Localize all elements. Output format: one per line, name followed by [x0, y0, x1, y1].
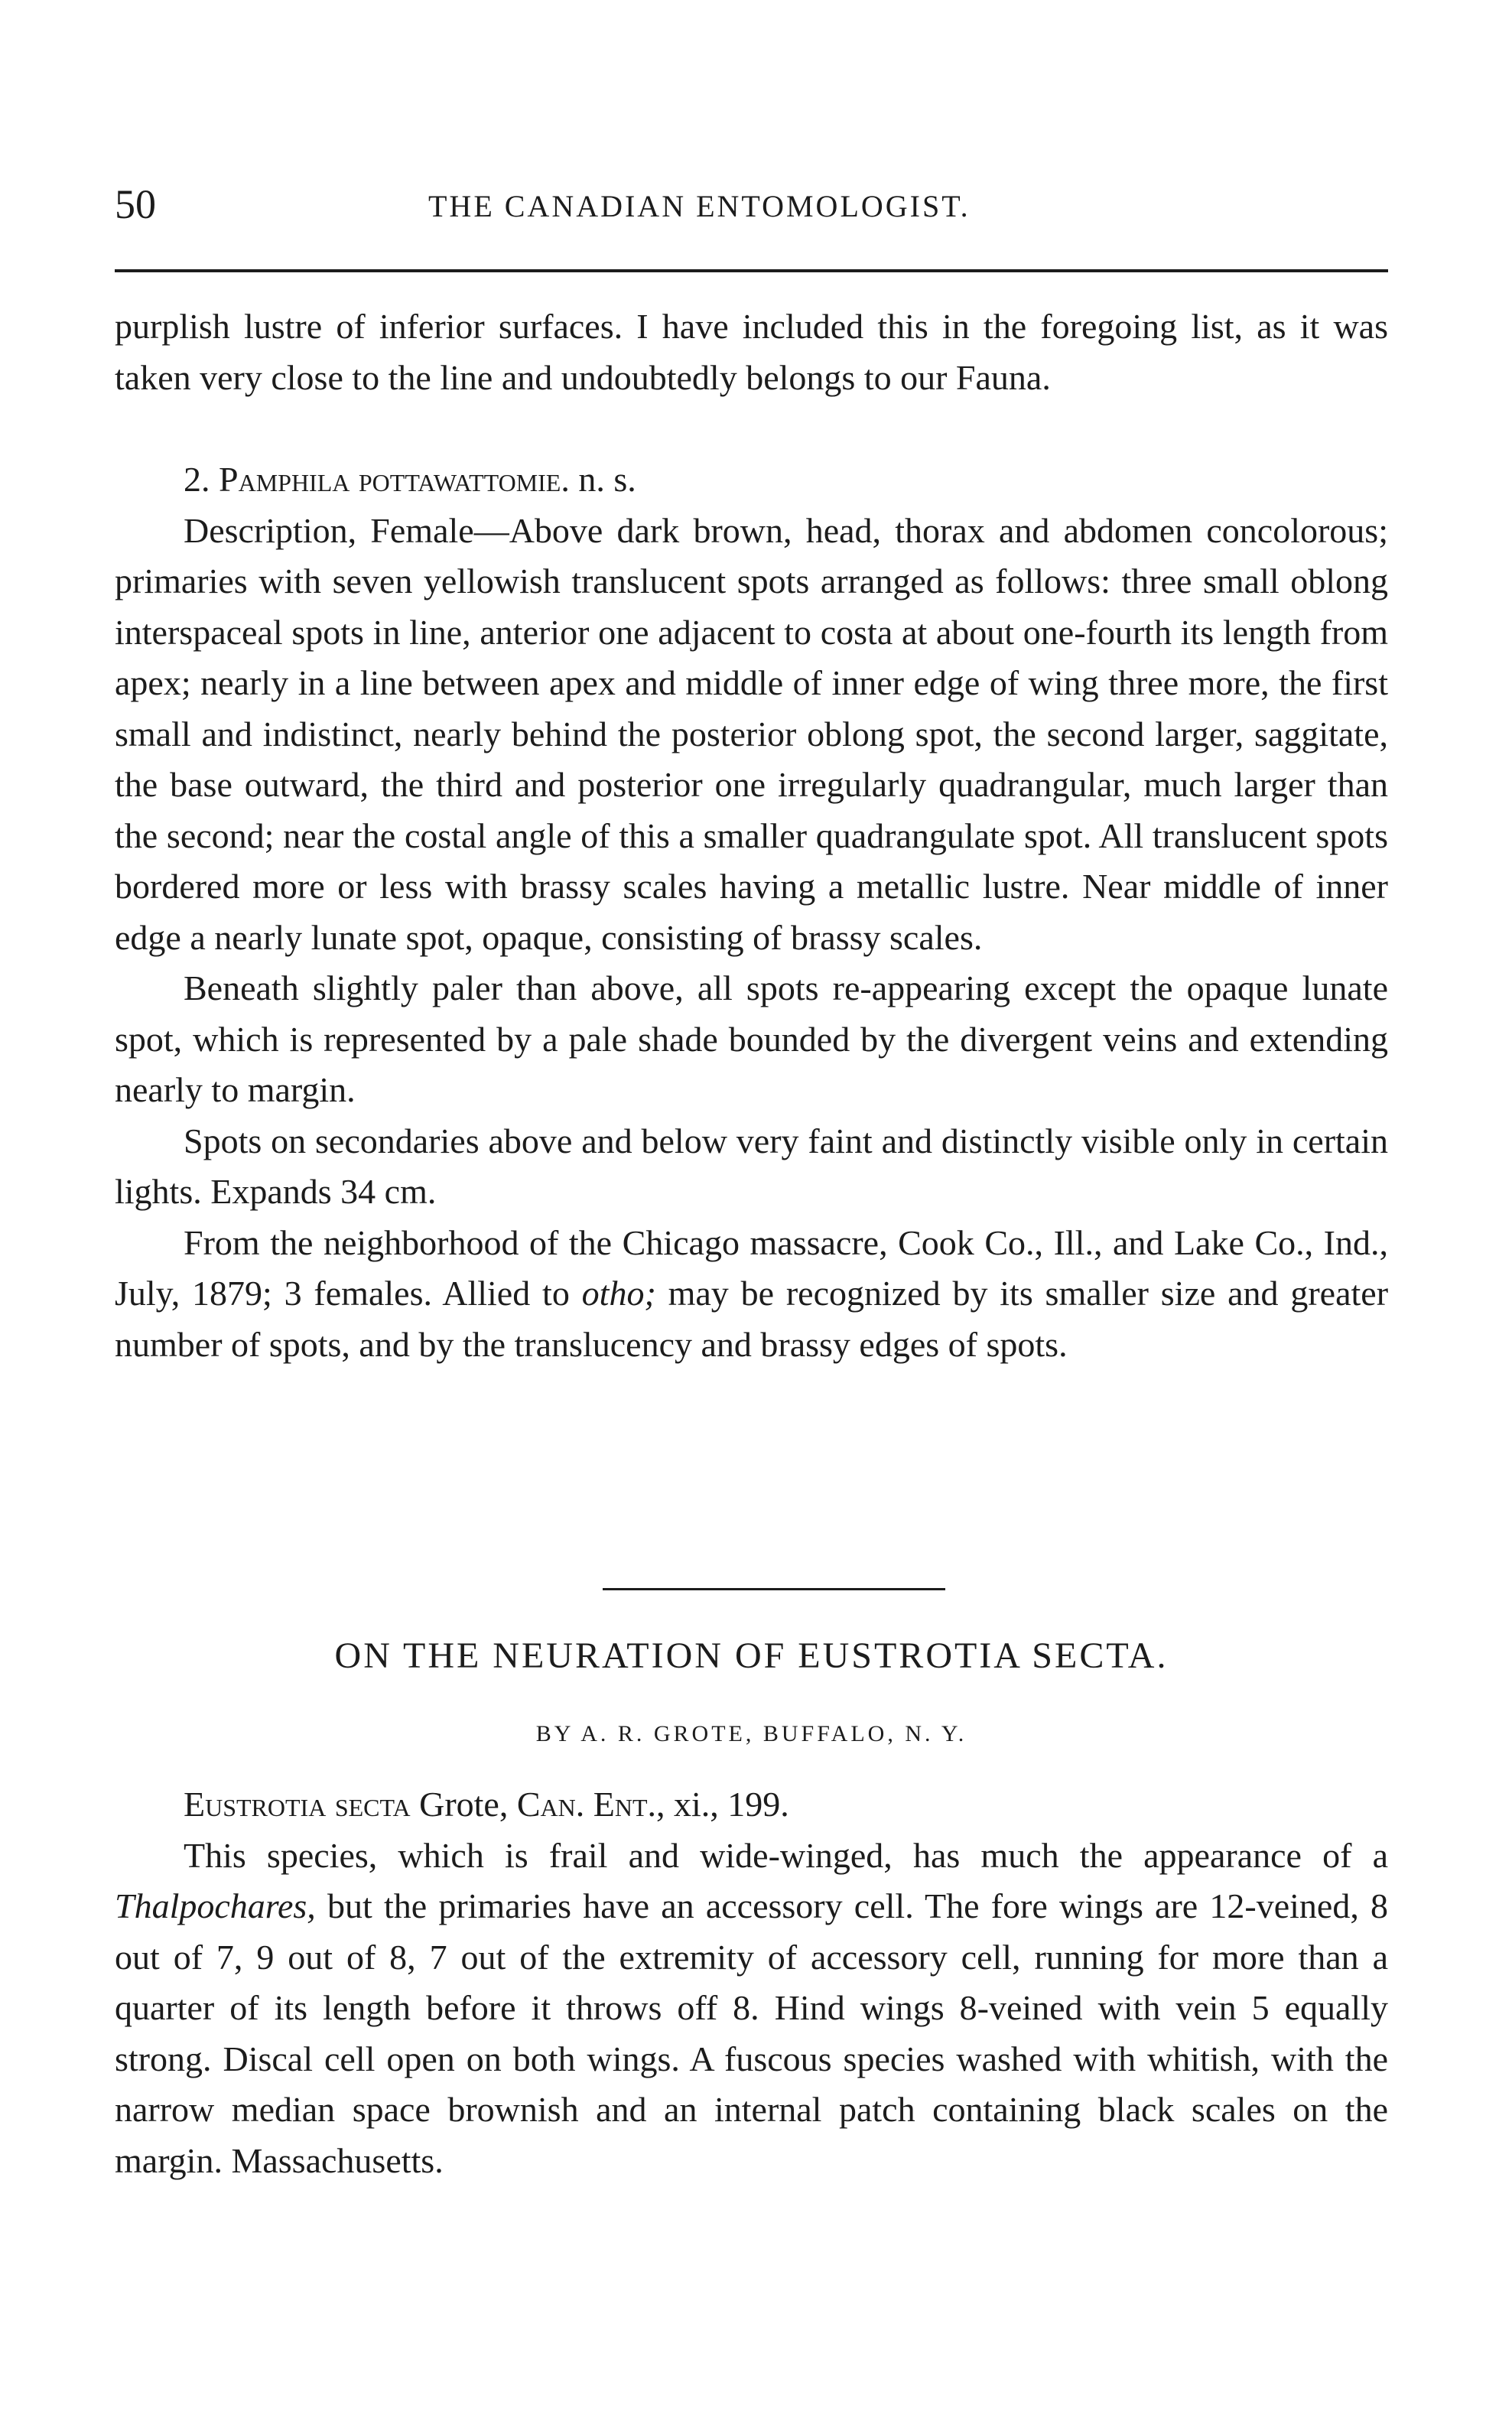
article-citation [115, 1779, 1388, 1831]
species-secondaries: Spots on secondaries above and below very faint and distinctly visible only in certain lights. Expands 34 cm. [115, 1121, 1388, 1211]
citation-reference: xi., 199. [674, 1785, 789, 1824]
section-divider [603, 1588, 945, 1590]
citation-author: Grote, [419, 1785, 509, 1824]
genus-name: Thalpochares, [115, 1886, 316, 1925]
species-name: Pamphila pottawattomie. [219, 460, 570, 499]
allied-species-name: otho; [581, 1274, 656, 1313]
species-description: Description, Female—Above dark brown, head, thorax and abdomen concolorous; primaries with seven yellowish translucent spots arranged as follows: three small oblong interspaceal spots in line, anterior one adjacent to costa at about one-fourth its length from apex; nearly in a line between apex and middle of inner edge of wing three more, the first small and indistinct, nearly behind the posterior oblong spot, the second larger, saggitate, the base outward, the third and posterior one irregularly quadrangular, much larger than the second; near the costal angle of this a smaller quadrangulate spot. All translucent spots bordered more or less with brassy scales having a metallic lustre. Near middle of inner edge a nearly lunate spot, opaque, consisting of brassy scales. [115, 510, 1388, 957]
citation-species: Eustrotia secta [184, 1785, 411, 1824]
locality-text-after: may be recognized by its smaller size and greater number of spots, and by the translucency and brassy edges of spots. [115, 1274, 1389, 1364]
running-title: THE CANADIAN ENTOMOLOGIST. [428, 189, 971, 223]
article-body [115, 1779, 1388, 2186]
continuation-text: purplish lustre of inferior surfaces. I have included this in the foregoing list, as it was taken very close to the line and undoubtedly belongs to our Fauna. [115, 307, 1388, 397]
species-status: n. s. [578, 460, 636, 499]
species-beneath: Beneath slightly paler than above, all spots re-appearing except the opaque lunate spot, which is represented by a pale shade bounded by the divergent veins and extending nearly to margin. [115, 968, 1388, 1109]
page-header [115, 177, 1388, 231]
species-entry [115, 454, 1388, 1370]
species-locality [115, 1218, 1388, 1371]
locality-text-before: From the neighborhood of the Chicago massacre, Cook Co., Ill., and Lake Co., Ind., July, 1879; 3 females. Allied to [115, 1222, 1388, 1313]
continuation-paragraph [115, 301, 1388, 403]
page-number: 50 [115, 181, 156, 227]
header-rule [115, 269, 1388, 272]
article-byline: BY A. R. GROTE, BUFFALO, N. Y. [535, 1721, 967, 1746]
article-text-after: but the primaries have an accessory cell. The fore wings are 12-veined, 8 out of 7, 9 out of 8, 7 out of the extremity of accessory cell, running for more than a quarter of its length before it throws off 8. Hind wings 8-veined with vein 5 equally strong. Discal cell open on both wings. A fuscous species washed with whitish, with the narrow median space brownish and an internal patch containing black scales on the margin. Massachusetts. [115, 1886, 1388, 2180]
article-paragraph [115, 1831, 1388, 2187]
citation-journal: Can. Ent., [516, 1785, 665, 1824]
species-number: 2. [184, 460, 210, 499]
article-text-before: This species, which is frail and wide-winged, has much the appearance of a [184, 1835, 1388, 1875]
article-title: ON THE NEURATION OF EUSTROTIA SECTA. [334, 1635, 1169, 1676]
species-heading [115, 454, 1388, 506]
